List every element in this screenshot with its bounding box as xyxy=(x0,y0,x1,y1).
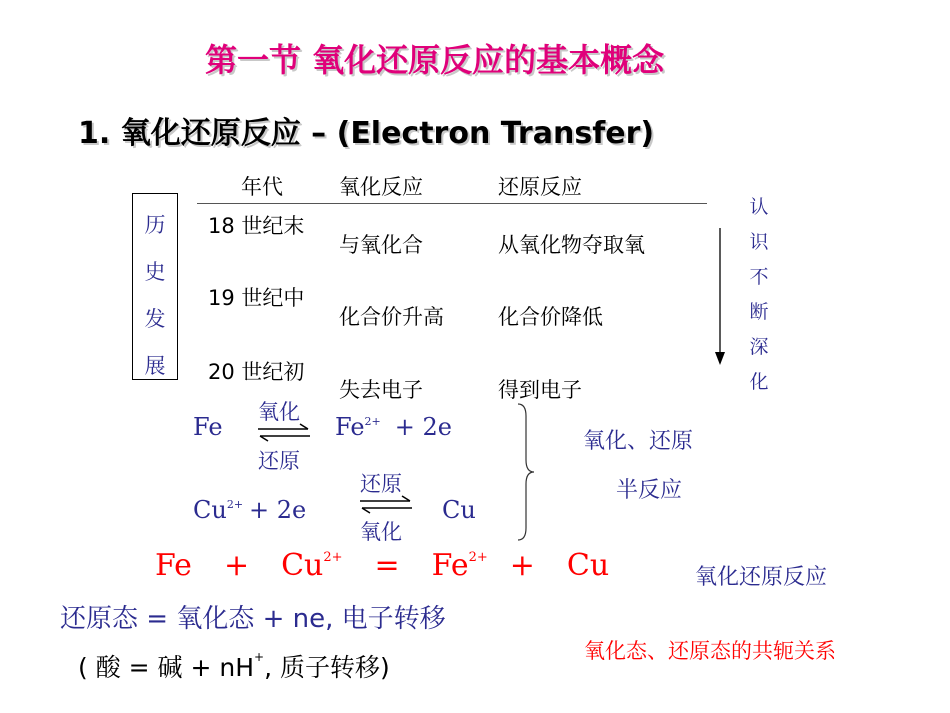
table-header-era: 年代 xyxy=(241,175,283,199)
progress-char: 不 xyxy=(749,266,769,288)
table-cell-oxidation: 与氧化合 xyxy=(339,233,423,257)
page-title: 第一节 氧化还原反应的基本概念 xyxy=(205,41,665,79)
table-cell-reduction: 从氧化物夺取氧 xyxy=(498,233,645,257)
table-cell-era: 20 世纪初 xyxy=(208,360,305,384)
ion-charge: 2+ xyxy=(323,550,343,565)
product-fe-ion xyxy=(335,413,452,441)
half-reaction-label-line2: 半反应 xyxy=(616,478,683,503)
electrons: + 2e xyxy=(394,413,452,441)
table-divider xyxy=(197,203,707,204)
species: Cu xyxy=(566,548,610,583)
species: Fe xyxy=(431,548,469,583)
half-reaction-label-line1: 氧化、还原 xyxy=(583,429,694,454)
arrow-label-bottom: 还原 xyxy=(258,449,300,473)
operator: + xyxy=(223,548,250,583)
table-cell-era: 18 世纪末 xyxy=(208,214,305,238)
progress-char: 认 xyxy=(749,196,769,218)
progress-char: 深 xyxy=(749,336,769,358)
ion-charge: + xyxy=(254,650,265,664)
equation-text: ( 酸 = 碱 + nH xyxy=(78,653,255,682)
electrons: + 2e xyxy=(249,496,307,524)
history-label xyxy=(133,202,177,390)
progress-label xyxy=(745,190,773,400)
conjugate-relation-label: 氧化态、还原态的共轭关系 xyxy=(584,639,836,663)
overall-reaction-label: 氧化还原反应 xyxy=(695,565,828,590)
history-char: 历 xyxy=(144,213,166,237)
history-char: 发 xyxy=(144,307,166,331)
equilibrium-arrow-icon xyxy=(358,495,414,515)
table-cell-oxidation: 化合价升高 xyxy=(339,305,444,329)
redox-equation: 还原态 = 氧化态 + ne, 电子转移 xyxy=(60,604,446,634)
ion-symbol: Cu xyxy=(193,496,227,524)
operator: = xyxy=(374,548,400,583)
history-box xyxy=(132,193,178,380)
equilibrium-arrow-icon xyxy=(256,423,312,443)
overall-reaction xyxy=(155,548,609,583)
brace-icon xyxy=(514,402,538,542)
table-cell-reduction: 化合价降低 xyxy=(498,305,603,329)
species: Fe xyxy=(155,548,192,583)
reactant-fe: Fe xyxy=(193,413,223,441)
ion-charge: 2+ xyxy=(468,550,488,565)
species: Cu xyxy=(281,548,324,583)
history-char: 史 xyxy=(144,260,166,284)
table-cell-reduction: 得到电子 xyxy=(498,378,582,402)
table-header-reduction: 还原反应 xyxy=(498,175,582,199)
reactant-cu-ion xyxy=(193,496,306,524)
table-header-oxidation: 氧化反应 xyxy=(339,175,423,199)
progress-char: 化 xyxy=(749,371,769,393)
ion-charge: 2+ xyxy=(364,415,381,428)
product-cu: Cu xyxy=(442,496,476,524)
arrow-label-top: 氧化 xyxy=(258,400,300,424)
ion-charge: 2+ xyxy=(226,498,244,511)
ion-symbol: Fe xyxy=(335,413,365,441)
down-arrow-icon xyxy=(712,228,728,368)
table-cell-era: 19 世纪中 xyxy=(208,286,305,310)
arrow-label-bottom: 氧化 xyxy=(360,520,402,544)
section-heading: 1. 氧化还原反应 – (Electron Transfer) xyxy=(78,116,655,151)
acid-base-equation xyxy=(78,648,390,684)
arrow-label-top: 还原 xyxy=(360,472,402,496)
table-cell-oxidation: 失去电子 xyxy=(339,378,423,402)
progress-char: 识 xyxy=(749,231,769,253)
history-char: 展 xyxy=(144,354,166,378)
progress-char: 断 xyxy=(749,301,769,323)
equation-text: , 质子转移) xyxy=(264,653,390,682)
operator: + xyxy=(509,548,535,583)
